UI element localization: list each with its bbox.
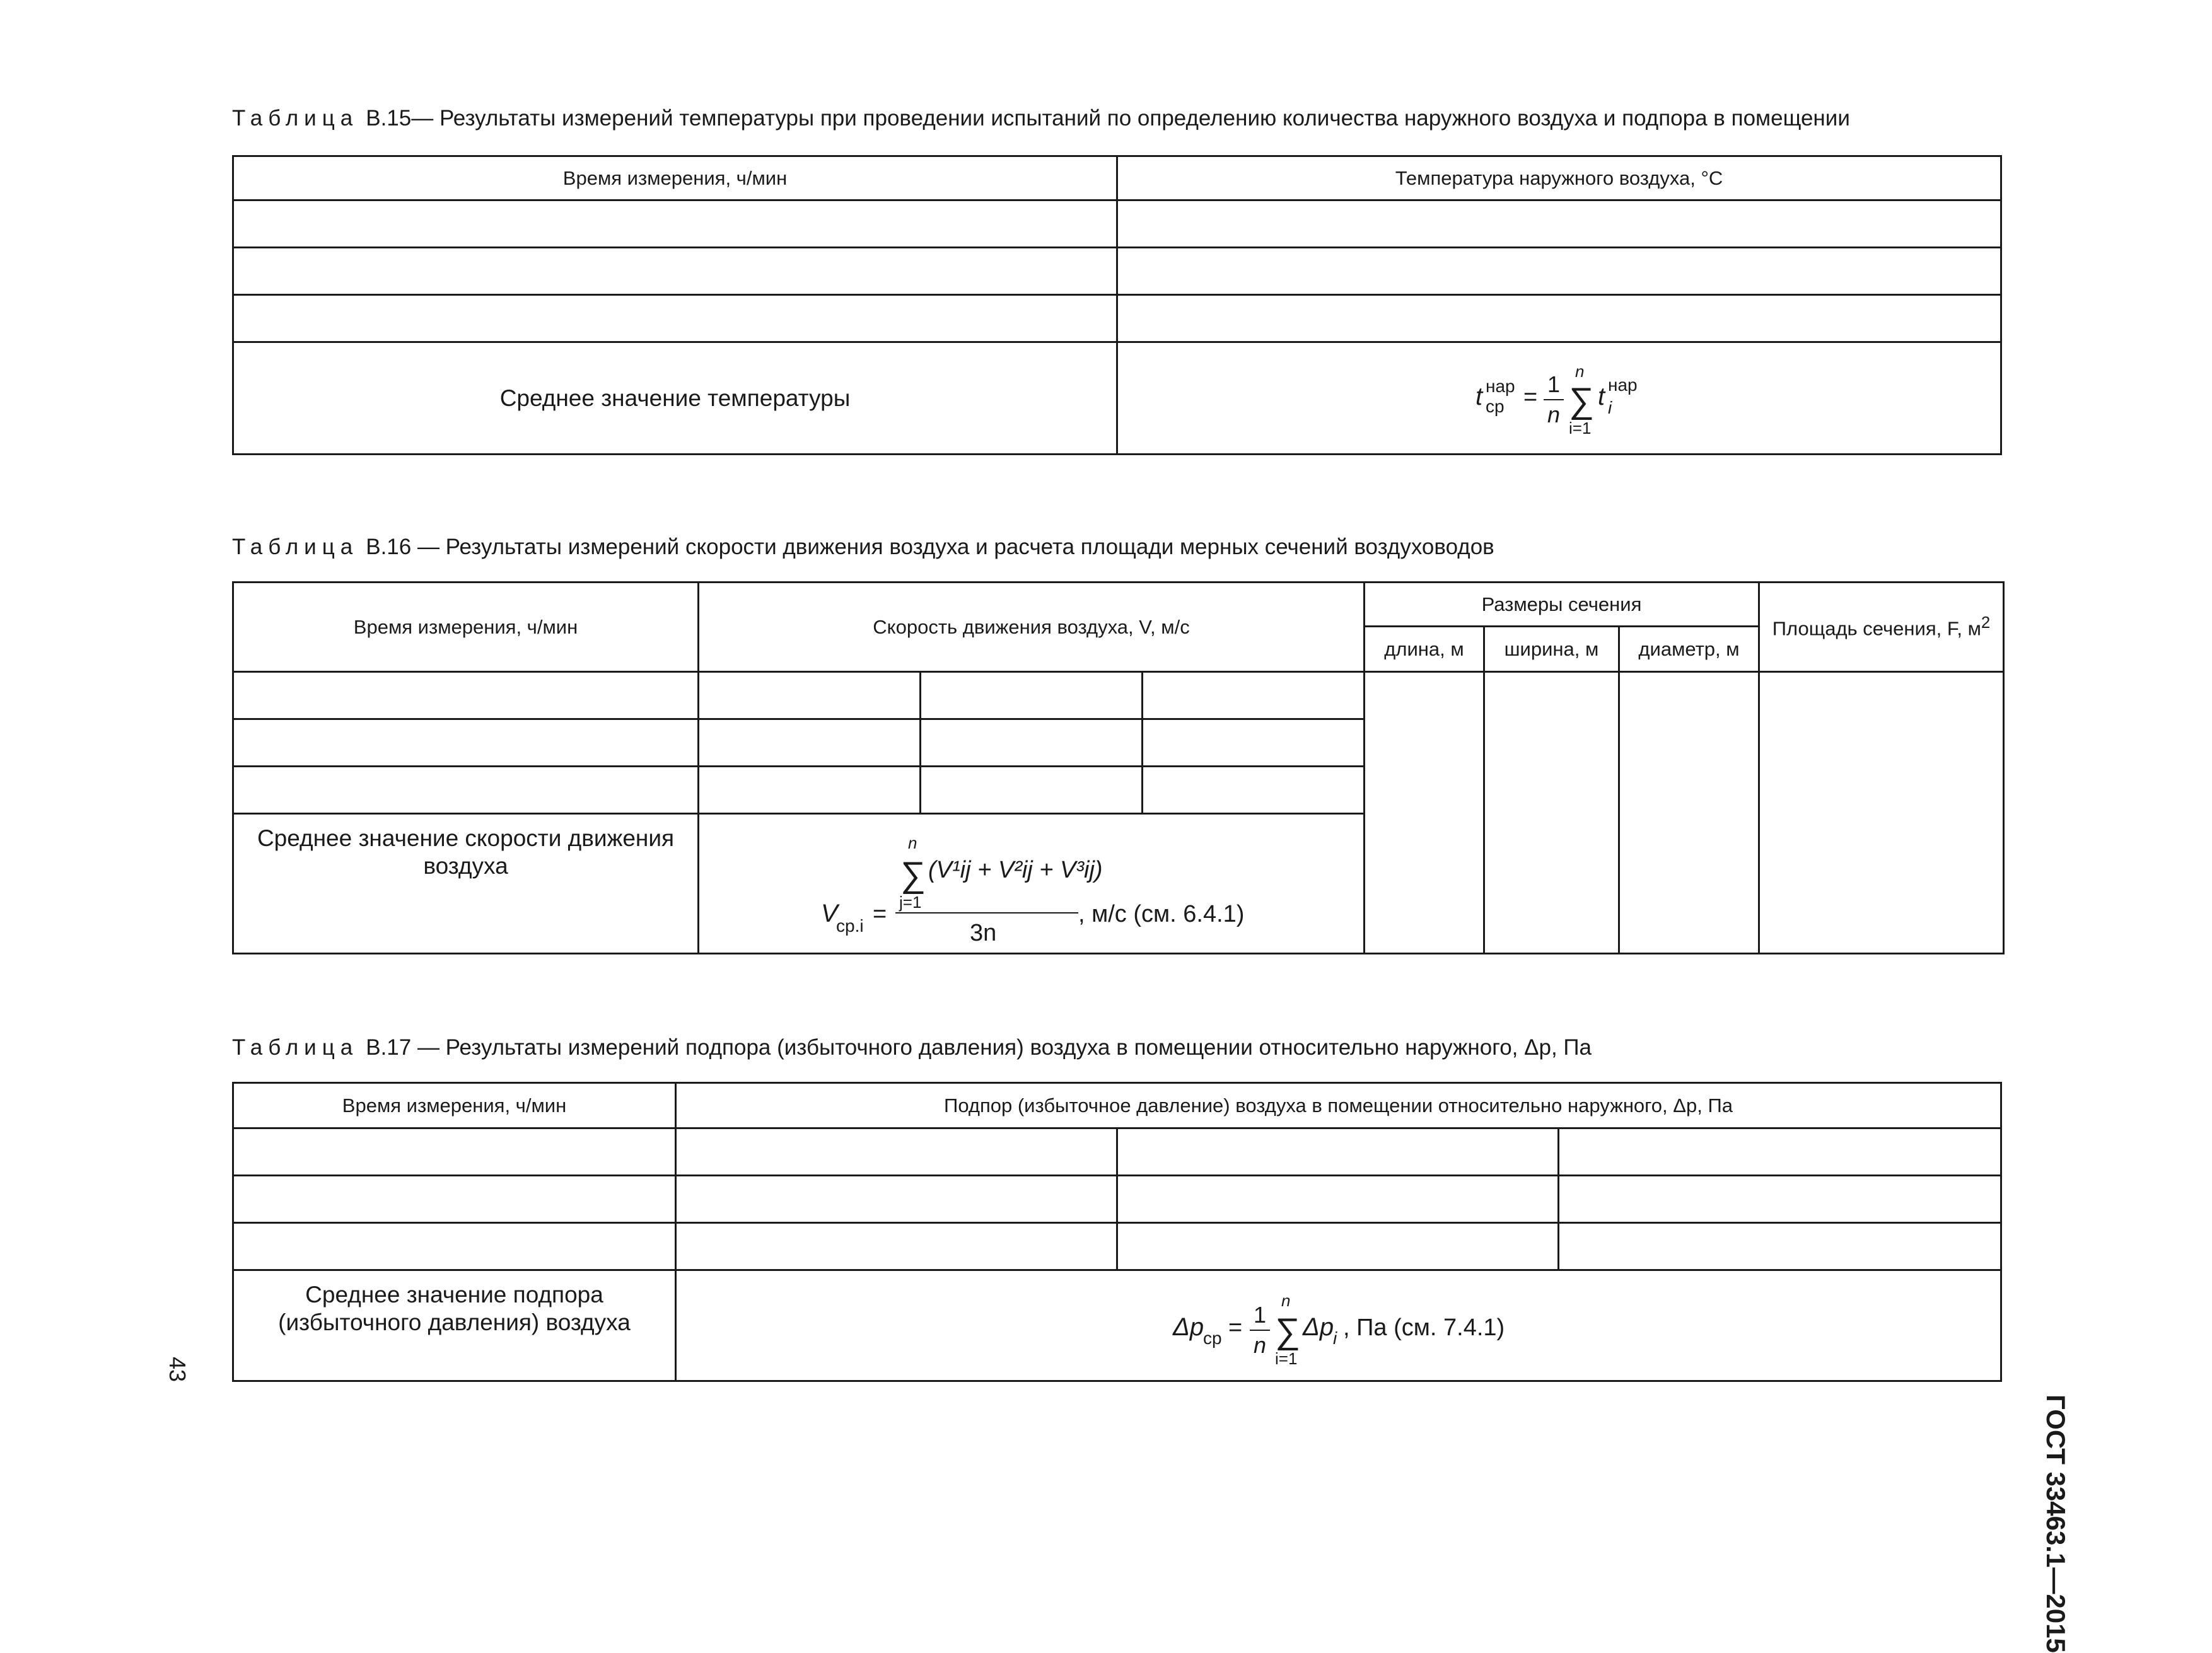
table-cell[interactable] <box>676 1223 1117 1270</box>
formula-sum-bot: j=1 <box>899 893 922 912</box>
table-cell[interactable] <box>676 1176 1117 1223</box>
table-cell[interactable] <box>699 719 921 767</box>
formula-lhs: V <box>821 900 838 927</box>
formula-avg-speed <box>813 831 1293 951</box>
table-b15-caption <box>232 106 1850 131</box>
avg-pressure-label: Среднее значение подпора (избыточного давления) воздуха <box>233 1270 676 1381</box>
formula-avg-pressure <box>1167 1289 1520 1371</box>
formula-lhs: t <box>1476 383 1483 410</box>
table-cell[interactable] <box>1117 200 2001 248</box>
table-cell[interactable] <box>1117 1128 1559 1176</box>
header-section-area <box>1759 583 2004 672</box>
table-cell[interactable] <box>233 767 699 814</box>
formula-term-sub: i <box>1608 398 1612 417</box>
header-time: Время измерения, ч/мин <box>233 156 1117 200</box>
formula-term: Δp <box>1303 1313 1334 1341</box>
formula-term-sub: i <box>1333 1328 1337 1348</box>
page-number: 43 <box>165 1357 190 1383</box>
table-cell[interactable] <box>921 719 1143 767</box>
formula-sum-bot: i=1 <box>1275 1349 1298 1368</box>
table-cell[interactable] <box>699 672 921 719</box>
formula-sum-top: n <box>1575 362 1585 381</box>
header-section-dimensions: Размеры сечения <box>1365 583 1759 627</box>
caption-prefix: Таблица <box>232 1035 359 1060</box>
formula-term-sup: нар <box>1608 375 1638 395</box>
table-cell[interactable] <box>1143 719 1365 767</box>
caption-prefix: Таблица <box>232 106 359 130</box>
table-b15 <box>232 155 2002 455</box>
table-cell-width[interactable] <box>1484 672 1619 954</box>
header-section-area-text: Площадь сечения, F, м <box>1772 617 1981 640</box>
table-cell[interactable] <box>1117 1223 1559 1270</box>
table-cell-diameter[interactable] <box>1619 672 1759 954</box>
table-cell[interactable] <box>233 1223 676 1270</box>
table-cell[interactable] <box>1559 1176 2001 1223</box>
header-time: Время измерения, ч/мин <box>233 1083 676 1128</box>
caption-prefix: Таблица <box>232 535 359 559</box>
formula-lhs-sub: ср.i <box>836 916 864 936</box>
formula-term: t <box>1598 383 1605 410</box>
header-time: Время измерения, ч/мин <box>233 583 699 672</box>
formula-lhs-sub: ср <box>1486 397 1505 416</box>
formula-lhs-sub: ср <box>1203 1328 1222 1348</box>
formula-den: 3n <box>970 920 997 946</box>
table-cell[interactable] <box>1559 1223 2001 1270</box>
header-air-speed: Скорость движения воздуха, V, м/с <box>699 583 1365 672</box>
formula-den: n <box>1547 402 1561 427</box>
table-cell[interactable] <box>699 767 921 814</box>
table-cell-area[interactable] <box>1759 672 2004 954</box>
formula-tail: , Па (см. 7.4.1) <box>1343 1314 1505 1341</box>
formula-den: n <box>1254 1332 1267 1358</box>
table-cell[interactable] <box>1117 295 2001 342</box>
sum-symbol-icon: ∑ <box>900 854 926 894</box>
table-cell[interactable] <box>921 767 1143 814</box>
formula-num: 1 <box>1254 1302 1267 1328</box>
formula-lhs: Δp <box>1173 1313 1204 1341</box>
table-cell[interactable] <box>921 672 1143 719</box>
formula-eq: = <box>873 901 887 927</box>
table-cell[interactable] <box>1143 672 1365 719</box>
table-cell[interactable] <box>676 1128 1117 1176</box>
formula-tail: , м/с (см. 6.4.1) <box>1078 901 1245 927</box>
header-width: ширина, м <box>1484 627 1619 672</box>
caption-text: В.16 — Результаты измерений скорости движения воздуха и расчета площади мерных сечений воздуховодов <box>366 535 1494 559</box>
table-cell[interactable] <box>233 1128 676 1176</box>
sum-symbol-icon: ∑ <box>1275 1311 1300 1350</box>
table-cell[interactable] <box>233 200 1117 248</box>
table-cell[interactable] <box>1143 767 1365 814</box>
table-cell[interactable] <box>1117 1176 1559 1223</box>
header-pressure: Подпор (избыточное давление) воздуха в помещении относительно наружного, Δp, Па <box>676 1083 2001 1128</box>
formula-lhs-sup: нар <box>1486 376 1515 396</box>
formula-eq: = <box>1228 1314 1243 1341</box>
header-length: длина, м <box>1365 627 1484 672</box>
table-cell[interactable] <box>1117 248 2001 295</box>
table-b17 <box>232 1082 2002 1382</box>
sum-symbol-icon: ∑ <box>1569 380 1594 420</box>
formula-num: 1 <box>1547 371 1561 397</box>
table-cell[interactable] <box>233 248 1117 295</box>
table-cell[interactable] <box>233 295 1117 342</box>
table-cell[interactable] <box>1559 1128 2001 1176</box>
table-cell[interactable] <box>233 1176 676 1223</box>
header-diameter: диаметр, м <box>1619 627 1759 672</box>
formula-eq: = <box>1523 384 1538 410</box>
caption-text: В.15— Результаты измерений температуры при проведении испытаний по определению количества наружного воздуха и подпора в помещении <box>366 106 1850 130</box>
header-section-area-sup: 2 <box>1981 613 1991 632</box>
table-b16-caption <box>232 535 1494 560</box>
formula-avg-temperature <box>1463 359 1652 441</box>
table-cell-length[interactable] <box>1365 672 1484 954</box>
header-temperature: Температура наружного воздуха, °С <box>1117 156 2001 200</box>
formula-sum-top: n <box>1281 1291 1291 1310</box>
formula-sum-bot: i=1 <box>1569 419 1592 438</box>
table-cell[interactable] <box>233 672 699 719</box>
table-cell[interactable] <box>233 719 699 767</box>
document-standard-title: ГОСТ 33463.1—2015 <box>2041 1395 2071 1653</box>
formula-sum-top: n <box>908 833 917 852</box>
caption-text: В.17 — Результаты измерений подпора (избыточного давления) воздуха в помещении относительно наружного, Δp, Па <box>366 1035 1592 1060</box>
avg-speed-label: Среднее значение скорости движения воздуха <box>233 814 699 954</box>
avg-temperature-label: Среднее значение температуры <box>233 342 1117 455</box>
formula-numerator: (V¹ij + V²ij + V³ij) <box>928 857 1103 883</box>
table-b17-caption <box>232 1035 1592 1060</box>
